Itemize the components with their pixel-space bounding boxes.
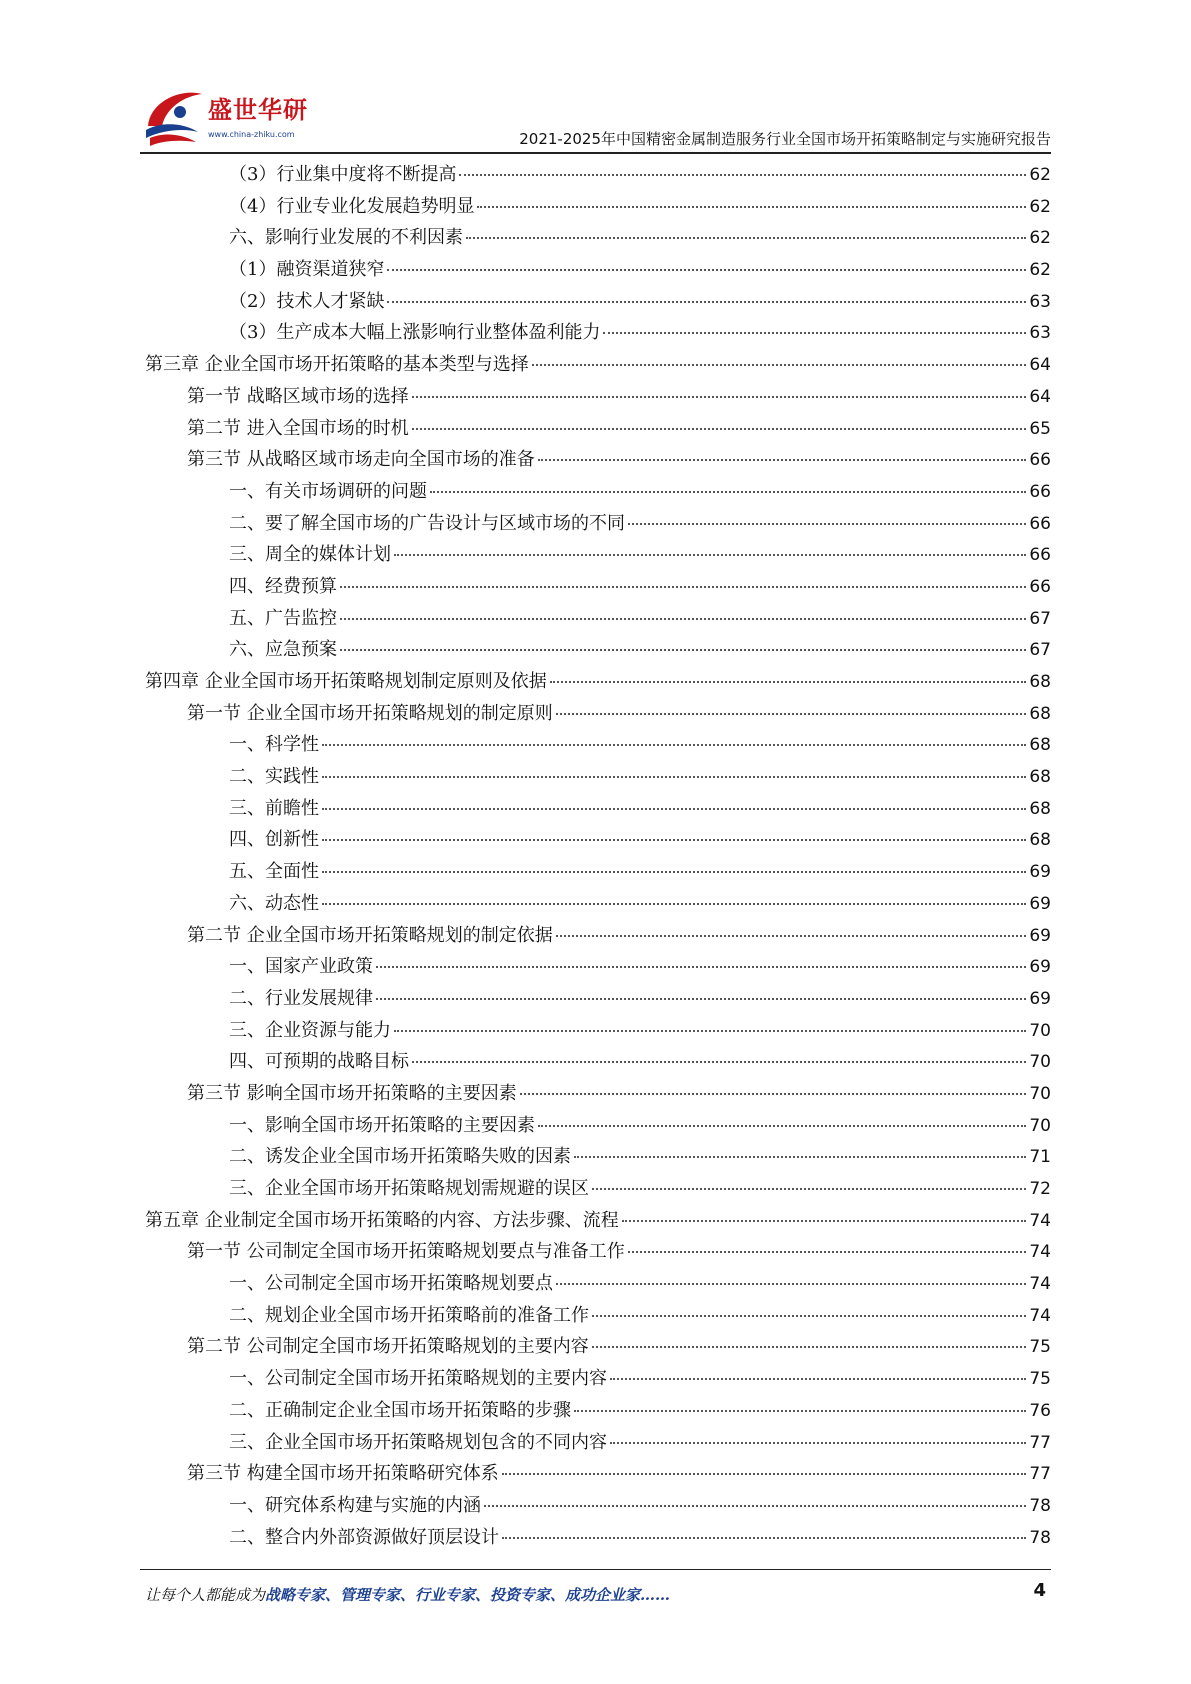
page-header xyxy=(0,0,1191,150)
toc-dot-leader xyxy=(603,332,1026,334)
toc-entry[interactable] xyxy=(145,381,1051,413)
toc-entry-page: 78 xyxy=(1029,1495,1051,1516)
toc-entry-page: 72 xyxy=(1029,1179,1051,1199)
toc-dot-leader xyxy=(322,839,1026,841)
toc-entry-page: 77 xyxy=(1029,1464,1051,1485)
toc-entry-page: 68 xyxy=(1029,767,1051,788)
page-number: 4 xyxy=(1033,1580,1046,1601)
toc-dot-leader xyxy=(574,1410,1026,1412)
toc-entry-page: 68 xyxy=(1029,735,1051,756)
toc-entry-title: 五、广告监控 xyxy=(229,607,337,629)
toc-dot-leader xyxy=(610,1378,1026,1380)
toc-entry-page: 66 xyxy=(1029,450,1051,471)
toc-entry-page: 64 xyxy=(1029,355,1051,376)
toc-dot-leader xyxy=(610,1442,1026,1444)
toc-entry[interactable] xyxy=(145,856,1051,888)
toc-dot-leader xyxy=(592,1188,1026,1190)
toc-entry-page: 62 xyxy=(1029,228,1051,249)
toc-entry-title: 第二节 进入全国市场的时机 xyxy=(187,417,409,439)
toc-entry-page: 65 xyxy=(1029,418,1051,439)
toc-dot-leader xyxy=(502,1473,1027,1475)
toc-entry[interactable] xyxy=(145,1363,1051,1395)
toc-entry-page: 69 xyxy=(1029,925,1051,946)
toc-entry-page: 69 xyxy=(1029,988,1051,1009)
toc-entry[interactable] xyxy=(145,222,1051,254)
toc-entry-title: 第三章 企业全国市场开拓策略的基本类型与选择 xyxy=(145,354,529,376)
toc-entry-title: （3）行业集中度将不断提高 xyxy=(229,164,457,185)
toc-entry-page: 70 xyxy=(1029,1083,1051,1104)
toc-entry[interactable] xyxy=(145,1300,1051,1332)
toc-entry[interactable] xyxy=(145,349,1051,381)
table-of-contents xyxy=(145,159,1051,1553)
toc-entry[interactable] xyxy=(145,1205,1051,1237)
toc-dot-leader xyxy=(592,1346,1027,1348)
toc-entry-page: 66 xyxy=(1029,513,1051,534)
toc-entry-page: 76 xyxy=(1029,1400,1051,1421)
toc-entry[interactable] xyxy=(145,666,1051,698)
toc-entry-page: 71 xyxy=(1029,1147,1051,1168)
toc-dot-leader xyxy=(340,649,1026,651)
toc-entry-page: 75 xyxy=(1029,1369,1051,1390)
toc-dot-leader xyxy=(622,1220,1027,1222)
toc-dot-leader xyxy=(628,523,1026,525)
toc-dot-leader xyxy=(550,681,1027,683)
toc-entry[interactable] xyxy=(145,888,1051,920)
toc-entry-title: 二、正确制定企业全国市场开拓策略的步骤 xyxy=(229,1399,571,1421)
toc-dot-leader xyxy=(538,459,1027,461)
header-divider xyxy=(140,152,1051,154)
toc-dot-leader xyxy=(340,618,1026,620)
toc-entry-title: 四、可预期的战略目标 xyxy=(229,1051,409,1073)
toc-dot-leader xyxy=(532,364,1027,366)
toc-entry-title: 二、整合内外部资源做好顶层设计 xyxy=(229,1526,499,1548)
toc-entry-page: 74 xyxy=(1029,1242,1051,1263)
toc-entry[interactable] xyxy=(145,1268,1051,1300)
toc-entry[interactable] xyxy=(145,1110,1051,1142)
toc-entry[interactable] xyxy=(145,286,1051,318)
toc-entry[interactable] xyxy=(145,476,1051,508)
toc-dot-leader xyxy=(412,1061,1026,1063)
toc-entry[interactable] xyxy=(145,1236,1051,1268)
toc-entry[interactable] xyxy=(145,1015,1051,1047)
toc-entry-page: 70 xyxy=(1029,1115,1051,1136)
toc-entry-page: 62 xyxy=(1029,260,1051,281)
toc-dot-leader xyxy=(556,713,1027,715)
toc-dot-leader xyxy=(340,586,1026,588)
toc-entry-title: 三、周全的媒体计划 xyxy=(229,544,391,566)
toc-dot-leader xyxy=(538,1125,1026,1127)
toc-entry[interactable] xyxy=(145,413,1051,445)
toc-entry-title: 一、公司制定全国市场开拓策略规划的主要内容 xyxy=(229,1368,607,1390)
toc-entry-title: 一、有关市场调研的问题 xyxy=(229,480,427,502)
toc-dot-leader xyxy=(430,491,1026,493)
toc-entry-page: 68 xyxy=(1029,672,1051,692)
toc-entry[interactable] xyxy=(145,444,1051,476)
toc-entry-title: 二、诱发企业全国市场开拓策略失败的因素 xyxy=(229,1146,571,1168)
toc-entry[interactable] xyxy=(145,824,1051,856)
company-logo xyxy=(140,82,315,152)
toc-entry-title: 第二节 公司制定全国市场开拓策略规划的主要内容 xyxy=(187,1336,589,1358)
toc-entry-title: 第一节 企业全国市场开拓策略规划的制定原则 xyxy=(187,702,553,724)
toc-entry-page: 68 xyxy=(1029,703,1051,724)
toc-entry[interactable] xyxy=(145,539,1051,571)
toc-entry-title: 二、实践性 xyxy=(229,766,319,788)
toc-dot-leader xyxy=(387,269,1026,271)
toc-entry[interactable] xyxy=(145,1141,1051,1173)
toc-entry-title: 第二节 企业全国市场开拓策略规划的制定依据 xyxy=(187,924,553,946)
toc-entry-title: 三、前瞻性 xyxy=(229,797,319,819)
toc-entry-title: 一、公司制定全国市场开拓策略规划要点 xyxy=(229,1273,553,1295)
toc-entry[interactable] xyxy=(145,317,1051,349)
toc-entry-page: 63 xyxy=(1029,323,1051,344)
toc-dot-leader xyxy=(412,428,1027,430)
toc-dot-leader xyxy=(376,966,1026,968)
toc-entry-page: 74 xyxy=(1029,1274,1051,1295)
report-title: 2021-2025年中国精密金属制造服务行业全国市场开拓策略制定与实施研究报告 xyxy=(519,130,1051,148)
toc-entry[interactable] xyxy=(145,254,1051,286)
toc-entry-title: 第三节 构建全国市场开拓策略研究体系 xyxy=(187,1463,499,1485)
toc-dot-leader xyxy=(322,903,1026,905)
toc-dot-leader xyxy=(592,1315,1026,1317)
toc-dot-leader xyxy=(322,744,1026,746)
toc-entry-page: 67 xyxy=(1029,640,1051,661)
toc-dot-leader xyxy=(322,808,1026,810)
toc-dot-leader xyxy=(459,174,1026,176)
toc-entry-page: 74 xyxy=(1029,1305,1051,1326)
toc-entry-title: 三、企业资源与能力 xyxy=(229,1019,391,1041)
toc-dot-leader xyxy=(376,998,1026,1000)
toc-entry-title: 一、影响全国市场开拓策略的主要因素 xyxy=(229,1114,535,1136)
toc-entry-page: 67 xyxy=(1029,608,1051,629)
toc-dot-leader xyxy=(502,1537,1026,1539)
toc-entry-page: 70 xyxy=(1029,1020,1051,1041)
toc-entry[interactable] xyxy=(145,1395,1051,1427)
footer-divider xyxy=(140,1569,1051,1570)
toc-dot-leader xyxy=(322,871,1026,873)
toc-entry-page: 62 xyxy=(1029,196,1051,217)
toc-entry[interactable] xyxy=(145,634,1051,666)
toc-entry-page: 69 xyxy=(1029,957,1051,978)
logo-swoosh-icon xyxy=(140,82,210,152)
toc-entry[interactable] xyxy=(145,1078,1051,1110)
toc-entry[interactable] xyxy=(145,729,1051,761)
toc-entry[interactable] xyxy=(145,1458,1051,1490)
toc-entry-page: 66 xyxy=(1029,481,1051,502)
toc-entry[interactable] xyxy=(145,1427,1051,1459)
toc-entry[interactable] xyxy=(145,1173,1051,1205)
footer-slogan xyxy=(145,1584,670,1605)
toc-entry-page: 66 xyxy=(1029,545,1051,566)
toc-dot-leader xyxy=(466,237,1026,239)
toc-entry-title: 四、创新性 xyxy=(229,829,319,851)
toc-dot-leader xyxy=(412,396,1027,398)
toc-entry-title: 一、研究体系构建与实施的内涵 xyxy=(229,1494,481,1516)
toc-entry[interactable] xyxy=(145,159,1051,191)
toc-entry[interactable] xyxy=(145,793,1051,825)
toc-entry[interactable] xyxy=(145,508,1051,540)
toc-dot-leader xyxy=(394,554,1026,556)
toc-entry-title: 第三节 影响全国市场开拓策略的主要因素 xyxy=(187,1082,517,1104)
toc-dot-leader xyxy=(556,935,1027,937)
toc-entry[interactable] xyxy=(145,603,1051,635)
toc-dot-leader xyxy=(322,776,1026,778)
toc-entry-title: （1）融资渠道狭窄 xyxy=(229,259,385,281)
toc-entry-page: 68 xyxy=(1029,798,1051,819)
toc-entry-title: 一、国家产业政策 xyxy=(229,956,373,978)
toc-dot-leader xyxy=(556,1283,1026,1285)
toc-entry-title: 二、要了解全国市场的广告设计与区域市场的不同 xyxy=(229,512,625,534)
toc-entry-page: 77 xyxy=(1029,1432,1051,1453)
toc-entry-title: 二、行业发展规律 xyxy=(229,987,373,1009)
toc-entry[interactable] xyxy=(145,761,1051,793)
toc-entry-title: 六、影响行业发展的不利因素 xyxy=(229,227,463,249)
toc-entry-page: 63 xyxy=(1029,291,1051,312)
toc-entry[interactable] xyxy=(145,1331,1051,1363)
toc-entry-title: 四、经费预算 xyxy=(229,575,337,597)
toc-entry[interactable] xyxy=(145,698,1051,730)
logo-brand-text: 盛世华研 xyxy=(208,96,308,124)
toc-entry-title: 一、科学性 xyxy=(229,734,319,756)
toc-entry-title: 三、企业全国市场开拓策略规划包含的不同内容 xyxy=(229,1431,607,1453)
toc-entry-title: 五、全面性 xyxy=(229,861,319,883)
toc-entry-page: 62 xyxy=(1029,165,1051,185)
toc-entry-title: 二、规划企业全国市场开拓策略前的准备工作 xyxy=(229,1304,589,1326)
toc-entry-page: 70 xyxy=(1029,1052,1051,1073)
toc-entry-page: 74 xyxy=(1029,1210,1051,1231)
toc-entry-title: 六、应急预案 xyxy=(229,639,337,661)
toc-entry-page: 64 xyxy=(1029,386,1051,407)
toc-entry[interactable] xyxy=(145,1522,1051,1554)
toc-dot-leader xyxy=(477,206,1026,208)
toc-entry-page: 75 xyxy=(1029,1337,1051,1358)
toc-entry[interactable] xyxy=(145,951,1051,983)
toc-entry-page: 68 xyxy=(1029,830,1051,851)
toc-entry[interactable] xyxy=(145,1046,1051,1078)
toc-entry-title: 三、企业全国市场开拓策略规划需规避的误区 xyxy=(229,1178,589,1199)
toc-entry-title: 第五章 企业制定全国市场开拓策略的内容、方法步骤、流程 xyxy=(145,1209,619,1231)
toc-entry-title: 第一节 战略区域市场的选择 xyxy=(187,385,409,407)
toc-entry-page: 69 xyxy=(1029,893,1051,914)
toc-entry[interactable] xyxy=(145,571,1051,603)
toc-entry-title: （3）生产成本大幅上涨影响行业整体盈利能力 xyxy=(229,322,601,344)
toc-dot-leader xyxy=(520,1093,1027,1095)
toc-entry-title: 第四章 企业全国市场开拓策略规划制定原则及依据 xyxy=(145,671,547,692)
toc-dot-leader xyxy=(387,301,1026,303)
toc-entry[interactable] xyxy=(145,1490,1051,1522)
toc-entry-page: 78 xyxy=(1029,1527,1051,1548)
toc-entry-page: 66 xyxy=(1029,576,1051,597)
footer-slogan-highlight: 战略专家、管理专家、行业专家、投资专家、成功企业家…… xyxy=(265,1586,671,1604)
toc-dot-leader xyxy=(628,1251,1027,1253)
logo-url-text: www.china-zhiku.com xyxy=(208,130,295,139)
toc-entry-title: 六、动态性 xyxy=(229,892,319,914)
toc-dot-leader xyxy=(394,1030,1026,1032)
toc-entry[interactable] xyxy=(145,920,1051,952)
toc-dot-leader xyxy=(484,1505,1026,1507)
toc-dot-leader xyxy=(574,1156,1026,1158)
toc-entry[interactable] xyxy=(145,983,1051,1015)
toc-entry-page: 69 xyxy=(1029,862,1051,883)
toc-entry-title: 第一节 公司制定全国市场开拓策略规划要点与准备工作 xyxy=(187,1241,625,1263)
toc-entry-title: （2）技术人才紧缺 xyxy=(229,290,385,312)
toc-entry-title: （4）行业专业化发展趋势明显 xyxy=(229,195,475,217)
toc-entry-title: 第三节 从战略区域市场走向全国市场的准备 xyxy=(187,449,535,471)
toc-entry[interactable] xyxy=(145,191,1051,223)
footer-slogan-prefix: 让每个人都能成为 xyxy=(145,1586,266,1604)
